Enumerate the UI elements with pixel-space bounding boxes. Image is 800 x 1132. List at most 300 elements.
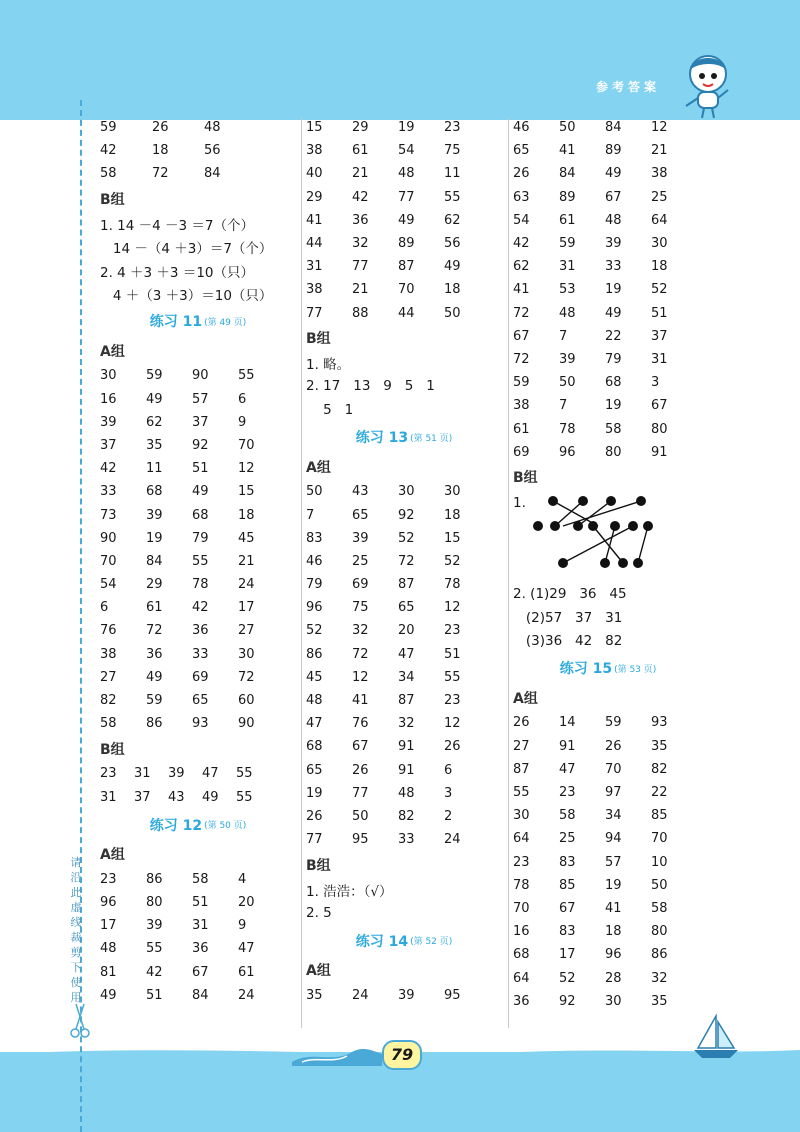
- number-cell: 7: [559, 398, 568, 414]
- number-cell: 73: [100, 507, 117, 523]
- number-cell: 67: [651, 398, 668, 414]
- number-cell: 89: [398, 236, 415, 252]
- cut-label: 请沿此虚线裁剪下使用: [70, 856, 82, 1004]
- number-row: [100, 527, 296, 550]
- number-cell: 41: [352, 693, 369, 709]
- number-cell: 4: [238, 871, 247, 887]
- number-cell: 21: [238, 553, 255, 569]
- number-cell: 36: [192, 623, 209, 639]
- number-cell: 48: [398, 166, 415, 182]
- number-cell: 85: [559, 877, 576, 893]
- number-cell: 31: [306, 259, 323, 275]
- number-cell: 58: [605, 421, 622, 437]
- number-cell: 30: [605, 993, 622, 1009]
- number-cell: 37: [100, 437, 117, 453]
- number-cell: 26: [513, 166, 530, 182]
- column-divider: [508, 118, 509, 1028]
- number-cell: 23: [559, 785, 576, 801]
- number-cell: 59: [513, 375, 530, 391]
- number-grid: [306, 116, 502, 325]
- exercise-title: [513, 652, 703, 684]
- number-cell: 9: [238, 918, 247, 934]
- number-cell: 84: [146, 553, 163, 569]
- number-row: [513, 186, 703, 209]
- number-cell: 55: [146, 941, 163, 957]
- number-cell: 19: [605, 398, 622, 414]
- number-row: [100, 762, 296, 785]
- group-label: B组: [306, 857, 331, 874]
- number-cell: 65: [192, 693, 209, 709]
- page-number: 79: [382, 1040, 422, 1070]
- number-cell: 47: [398, 646, 415, 662]
- number-cell: 70: [605, 761, 622, 777]
- number-row: [306, 209, 502, 232]
- number-row: [306, 527, 502, 550]
- number-cell: 80: [651, 924, 668, 940]
- number-cell: 19: [605, 877, 622, 893]
- number-row: [100, 643, 296, 666]
- number-row: [513, 804, 703, 827]
- number-cell: 37: [192, 414, 209, 430]
- number-row: [513, 394, 703, 417]
- number-cell: 24: [352, 987, 369, 1003]
- answer-line: (2)57 37 31: [513, 609, 623, 626]
- number-cell: 32: [651, 970, 668, 986]
- number-cell: 47: [238, 941, 255, 957]
- number-cell: 70: [513, 900, 530, 916]
- number-grid: [100, 868, 296, 1007]
- number-cell: 87: [398, 577, 415, 593]
- exercise-name: 练习 12: [149, 817, 203, 834]
- number-cell: 32: [398, 716, 415, 732]
- number-cell: 47: [306, 716, 323, 732]
- answer-line: 1. 浩浩：（√）: [306, 883, 393, 900]
- number-row: [513, 990, 703, 1013]
- number-cell: 92: [559, 993, 576, 1009]
- number-grid: [513, 711, 703, 1012]
- number-cell: 41: [513, 282, 530, 298]
- number-row: [513, 417, 703, 440]
- number-row: [306, 712, 502, 735]
- number-cell: 79: [605, 351, 622, 367]
- matching-diagram: [513, 491, 703, 583]
- number-cell: 23: [444, 623, 461, 639]
- number-cell: 68: [306, 739, 323, 755]
- number-cell: 32: [352, 236, 369, 252]
- number-row: [306, 480, 502, 503]
- number-cell: 80: [651, 421, 668, 437]
- number-cell: 84: [559, 166, 576, 182]
- number-row: [513, 897, 703, 920]
- number-row: [100, 914, 296, 937]
- group-label: B组: [100, 741, 125, 758]
- number-row: [100, 162, 296, 185]
- number-cell: 82: [398, 808, 415, 824]
- number-cell: 67: [513, 328, 530, 344]
- number-cell: 91: [398, 739, 415, 755]
- number-cell: 53: [559, 282, 576, 298]
- group-label: A组: [306, 459, 331, 476]
- number-cell: 72: [513, 305, 530, 321]
- number-cell: 82: [651, 761, 668, 777]
- number-cell: 12: [651, 120, 668, 136]
- number-cell: 26: [306, 808, 323, 824]
- number-cell: 93: [192, 716, 209, 732]
- number-cell: 26: [513, 715, 530, 731]
- number-cell: 59: [146, 693, 163, 709]
- number-cell: 59: [146, 368, 163, 384]
- number-row: [306, 503, 502, 526]
- number-row: [100, 868, 296, 891]
- number-cell: 19: [146, 530, 163, 546]
- number-cell: 30: [100, 368, 117, 384]
- number-cell: 64: [513, 970, 530, 986]
- exercise-title: [100, 305, 296, 337]
- number-cell: 19: [398, 120, 415, 136]
- number-cell: 49: [202, 789, 219, 805]
- number-cell: 67: [559, 900, 576, 916]
- number-cell: 55: [236, 766, 253, 782]
- number-cell: 39: [605, 236, 622, 252]
- number-cell: 85: [651, 808, 668, 824]
- number-cell: 54: [100, 577, 117, 593]
- number-cell: 22: [651, 785, 668, 801]
- number-cell: 45: [306, 669, 323, 685]
- number-cell: 33: [100, 484, 117, 500]
- number-cell: 26: [152, 120, 169, 136]
- group-label: A组: [306, 963, 331, 980]
- number-cell: 11: [444, 166, 461, 182]
- number-row: [306, 573, 502, 596]
- number-row: [100, 984, 296, 1007]
- number-cell: 26: [605, 738, 622, 754]
- number-row: [513, 711, 703, 734]
- number-cell: 49: [192, 484, 209, 500]
- number-cell: 6: [444, 762, 453, 778]
- exercise-page: (第 49 页): [204, 317, 247, 328]
- number-cell: 50: [444, 305, 461, 321]
- number-cell: 61: [513, 421, 530, 437]
- number-cell: 91: [559, 738, 576, 754]
- number-cell: 57: [605, 854, 622, 870]
- number-cell: 9: [238, 414, 247, 430]
- group-label: A组: [100, 343, 125, 360]
- number-cell: 58: [100, 716, 117, 732]
- number-cell: 42: [100, 461, 117, 477]
- mascot-icon: [676, 48, 736, 120]
- exercise-title: [306, 925, 502, 957]
- number-cell: 36: [192, 941, 209, 957]
- number-cell: 96: [605, 947, 622, 963]
- number-cell: 94: [605, 831, 622, 847]
- number-cell: 80: [605, 444, 622, 460]
- number-row: [100, 411, 296, 434]
- number-cell: 90: [100, 530, 117, 546]
- number-cell: 91: [398, 762, 415, 778]
- number-cell: 18: [152, 143, 169, 159]
- number-cell: 64: [651, 212, 668, 228]
- answer-line: 2. 5: [306, 905, 332, 922]
- number-cell: 72: [146, 623, 163, 639]
- number-cell: 30: [238, 646, 255, 662]
- number-cell: 52: [306, 623, 323, 639]
- number-cell: 87: [398, 259, 415, 275]
- number-row: [306, 162, 502, 185]
- number-cell: 28: [605, 970, 622, 986]
- number-cell: 58: [559, 808, 576, 824]
- number-cell: 59: [100, 120, 117, 136]
- number-cell: 51: [444, 646, 461, 662]
- number-cell: 55: [444, 189, 461, 205]
- number-cell: 72: [352, 646, 369, 662]
- number-row: [306, 984, 502, 1007]
- number-cell: 18: [238, 507, 255, 523]
- number-row: [306, 619, 502, 642]
- exercise-name: 练习 13: [355, 430, 409, 447]
- number-cell: 77: [352, 785, 369, 801]
- number-row: [100, 457, 296, 480]
- answer-column-3: [513, 116, 703, 1013]
- number-cell: 52: [559, 970, 576, 986]
- group-label: A组: [100, 847, 125, 864]
- group-label: B组: [100, 192, 125, 209]
- number-cell: 50: [559, 375, 576, 391]
- answer-column-1: [100, 116, 296, 1007]
- number-cell: 33: [398, 832, 415, 848]
- number-cell: 64: [513, 831, 530, 847]
- number-cell: 59: [605, 715, 622, 731]
- number-row: [100, 619, 296, 642]
- number-cell: 29: [352, 120, 369, 136]
- number-cell: 46: [306, 553, 323, 569]
- number-cell: 15: [238, 484, 255, 500]
- number-cell: 39: [168, 766, 185, 782]
- number-cell: 15: [444, 530, 461, 546]
- number-cell: 33: [192, 646, 209, 662]
- number-cell: 61: [146, 600, 163, 616]
- number-cell: 21: [352, 282, 369, 298]
- sailboat-icon: [690, 1012, 742, 1064]
- answer-lines: [306, 352, 502, 422]
- number-row: [100, 891, 296, 914]
- number-cell: 16: [100, 391, 117, 407]
- number-cell: 21: [651, 143, 668, 159]
- number-cell: 86: [146, 716, 163, 732]
- number-cell: 77: [398, 189, 415, 205]
- number-cell: 92: [192, 437, 209, 453]
- number-row: [100, 139, 296, 162]
- number-cell: 50: [306, 484, 323, 500]
- number-cell: 17: [238, 600, 255, 616]
- number-cell: 80: [146, 894, 163, 910]
- number-cell: 51: [192, 461, 209, 477]
- number-cell: 52: [444, 553, 461, 569]
- number-cell: 23: [100, 871, 117, 887]
- number-cell: 20: [398, 623, 415, 639]
- number-cell: 42: [513, 236, 530, 252]
- number-row: [306, 116, 502, 139]
- number-cell: 49: [146, 669, 163, 685]
- number-cell: 23: [444, 120, 461, 136]
- number-row: [513, 827, 703, 850]
- group-label: B组: [513, 470, 538, 487]
- number-cell: 83: [559, 854, 576, 870]
- number-row: [513, 325, 703, 348]
- number-cell: 68: [605, 375, 622, 391]
- number-cell: 48: [204, 120, 221, 136]
- number-cell: 70: [398, 282, 415, 298]
- exercise-page: (第 51 页): [410, 433, 453, 444]
- number-cell: 79: [306, 577, 323, 593]
- number-cell: 49: [100, 987, 117, 1003]
- number-grid: [306, 480, 502, 851]
- number-cell: 68: [513, 947, 530, 963]
- number-row: [306, 255, 502, 278]
- number-cell: 55: [513, 785, 530, 801]
- number-row: [100, 388, 296, 411]
- number-cell: 47: [202, 766, 219, 782]
- number-cell: 26: [444, 739, 461, 755]
- number-cell: 51: [192, 894, 209, 910]
- number-cell: 58: [192, 871, 209, 887]
- number-cell: 72: [238, 669, 255, 685]
- answer-line: 2. 4 ＋3 ＋3 ＝10（只）: [100, 264, 254, 281]
- number-cell: 46: [513, 120, 530, 136]
- number-row: [306, 805, 502, 828]
- number-cell: 30: [444, 484, 461, 500]
- number-row: [513, 874, 703, 897]
- number-cell: 36: [513, 993, 530, 1009]
- number-cell: 61: [238, 964, 255, 980]
- number-cell: 12: [444, 600, 461, 616]
- number-cell: 70: [238, 437, 255, 453]
- exercise-page: (第 53 页): [614, 664, 657, 675]
- number-row: [306, 186, 502, 209]
- number-cell: 35: [651, 738, 668, 754]
- number-cell: 72: [513, 351, 530, 367]
- number-cell: 44: [306, 236, 323, 252]
- number-cell: 27: [513, 738, 530, 754]
- exercise-name: 练习 14: [355, 933, 409, 950]
- number-cell: 45: [238, 530, 255, 546]
- answer-line: 1. 略。: [306, 357, 351, 374]
- group-label: A组: [513, 690, 538, 707]
- number-row: [100, 116, 296, 139]
- answer-lines: [306, 878, 502, 924]
- number-cell: 41: [306, 212, 323, 228]
- number-cell: 41: [559, 143, 576, 159]
- number-cell: 34: [605, 808, 622, 824]
- number-cell: 17: [559, 947, 576, 963]
- number-cell: 30: [398, 484, 415, 500]
- number-cell: 61: [352, 143, 369, 159]
- number-cell: 76: [100, 623, 117, 639]
- number-cell: 25: [559, 831, 576, 847]
- number-cell: 39: [559, 351, 576, 367]
- number-row: [513, 348, 703, 371]
- number-row: [513, 781, 703, 804]
- exercise-name: 练习 11: [149, 314, 203, 331]
- answer-line: 14 －（4 ＋3）＝7（个）: [100, 241, 273, 258]
- number-cell: 7: [306, 507, 315, 523]
- number-cell: 17: [100, 918, 117, 934]
- number-cell: 51: [146, 987, 163, 1003]
- answer-line: 1. 14 －4 －3 ＝7（个）: [100, 218, 254, 235]
- number-row: [513, 920, 703, 943]
- exercise-page: (第 52 页): [410, 937, 453, 948]
- number-cell: 79: [192, 530, 209, 546]
- number-cell: 42: [352, 189, 369, 205]
- number-cell: 86: [306, 646, 323, 662]
- number-cell: 90: [192, 368, 209, 384]
- number-row: [100, 434, 296, 457]
- number-cell: 29: [306, 189, 323, 205]
- answer-column-2: [306, 116, 502, 1007]
- number-cell: 19: [605, 282, 622, 298]
- number-row: [513, 116, 703, 139]
- number-cell: 93: [651, 715, 668, 731]
- number-cell: 23: [444, 693, 461, 709]
- number-row: [513, 371, 703, 394]
- number-cell: 39: [146, 507, 163, 523]
- number-cell: 69: [352, 577, 369, 593]
- number-grid: [513, 116, 703, 464]
- number-cell: 12: [238, 461, 255, 477]
- number-cell: 89: [605, 143, 622, 159]
- number-cell: 52: [651, 282, 668, 298]
- number-cell: 54: [513, 212, 530, 228]
- number-cell: 56: [204, 143, 221, 159]
- number-cell: 70: [100, 553, 117, 569]
- answer-lines: [513, 583, 703, 653]
- number-cell: 78: [444, 577, 461, 593]
- question-number: 1.: [513, 494, 526, 511]
- number-row: [306, 828, 502, 851]
- number-grid: [100, 364, 296, 735]
- number-cell: 83: [559, 924, 576, 940]
- number-cell: 37: [134, 789, 151, 805]
- number-row: [100, 573, 296, 596]
- number-cell: 35: [306, 987, 323, 1003]
- number-row: [306, 782, 502, 805]
- number-cell: 48: [605, 212, 622, 228]
- number-cell: 92: [398, 507, 415, 523]
- number-cell: 39: [100, 414, 117, 430]
- number-cell: 23: [100, 766, 117, 782]
- number-cell: 97: [605, 785, 622, 801]
- number-cell: 38: [306, 282, 323, 298]
- number-cell: 29: [146, 577, 163, 593]
- number-cell: 55: [444, 669, 461, 685]
- number-cell: 25: [651, 189, 668, 205]
- number-cell: 15: [306, 120, 323, 136]
- number-cell: 51: [651, 305, 668, 321]
- number-cell: 18: [605, 924, 622, 940]
- number-row: [100, 786, 296, 809]
- number-cell: 81: [100, 964, 117, 980]
- number-cell: 50: [352, 808, 369, 824]
- number-cell: 11: [146, 461, 163, 477]
- number-cell: 89: [559, 189, 576, 205]
- dot-line-diagram: [533, 491, 653, 581]
- number-cell: 82: [100, 693, 117, 709]
- number-cell: 41: [605, 900, 622, 916]
- number-cell: 6: [238, 391, 247, 407]
- number-cell: 49: [146, 391, 163, 407]
- number-cell: 72: [152, 166, 169, 182]
- number-cell: 91: [651, 444, 668, 460]
- number-cell: 34: [398, 669, 415, 685]
